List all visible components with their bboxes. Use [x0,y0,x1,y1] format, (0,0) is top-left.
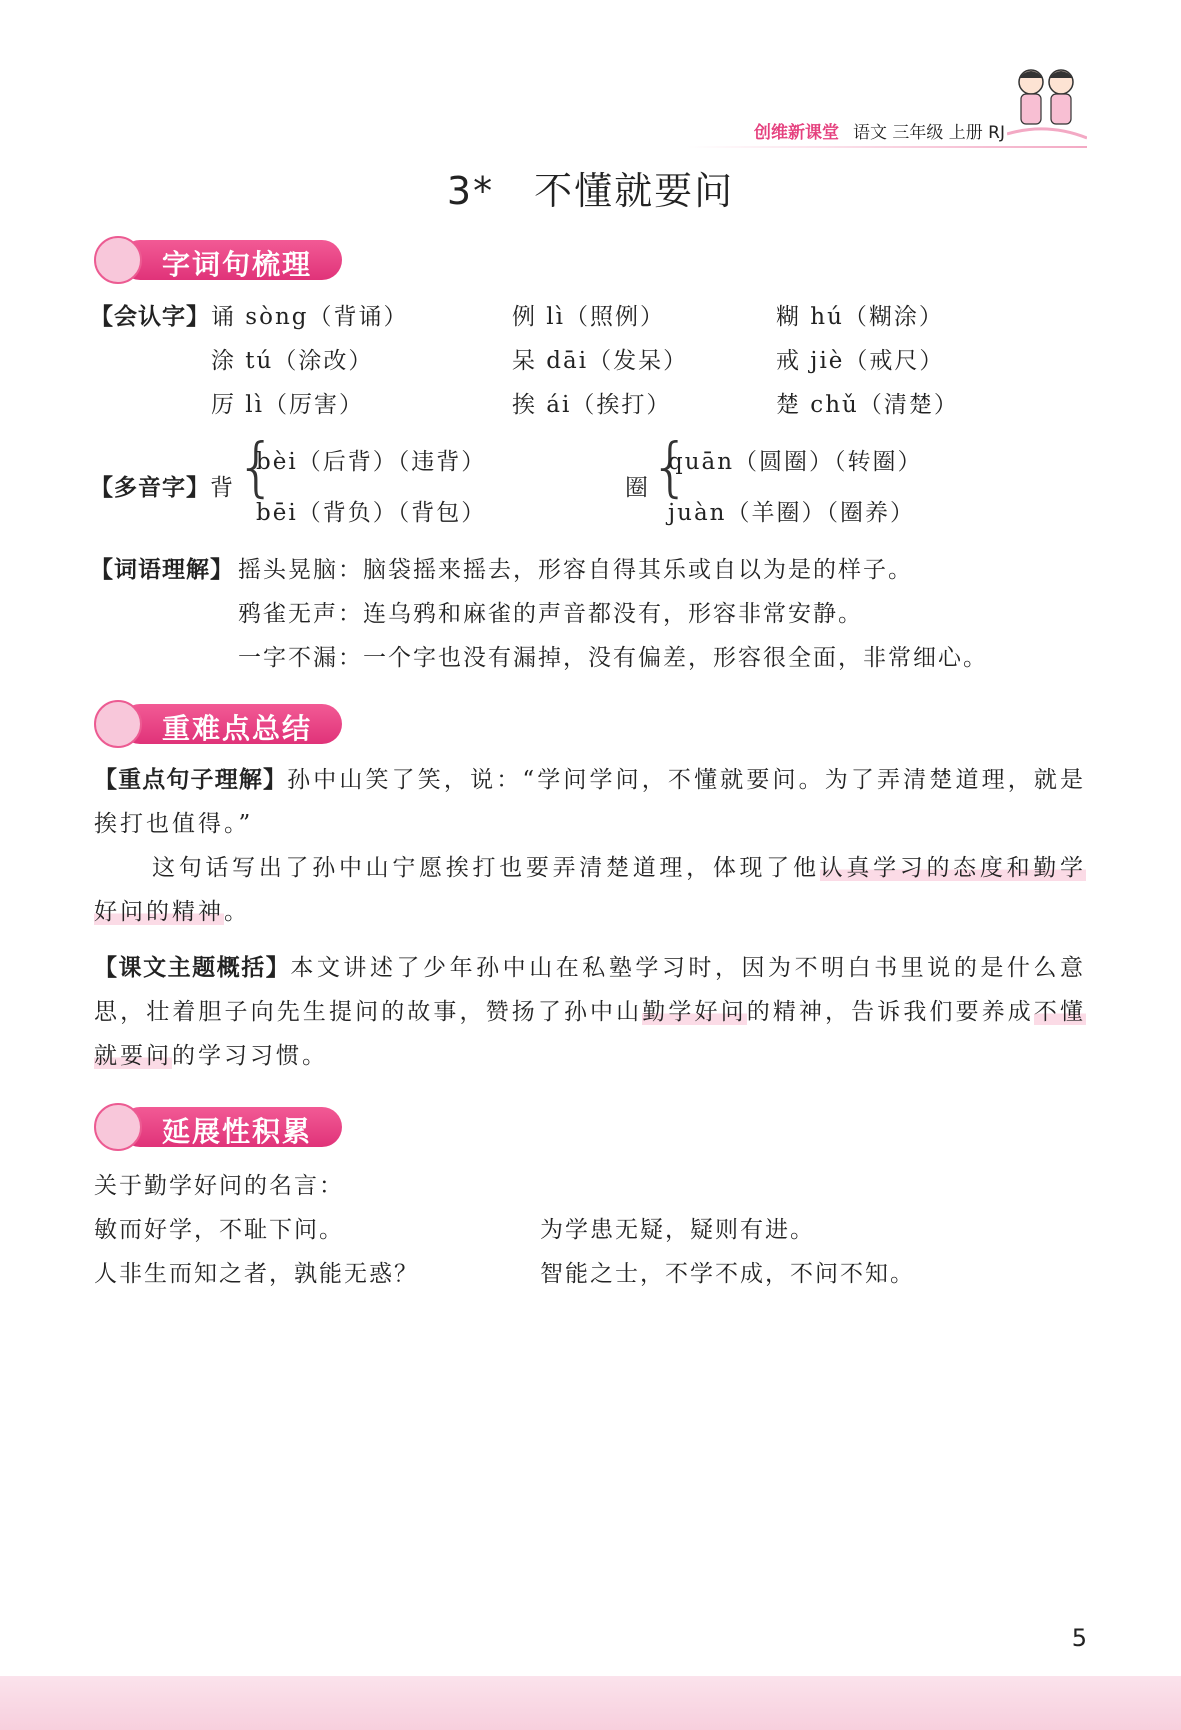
footer-band [0,1676,1181,1730]
mascot-icon [94,236,142,284]
recognize-item: 呆 dāi（发呆） [512,348,689,374]
polyphone-char: 圈 [625,475,650,501]
section-title: 延展性积累 [162,1115,313,1148]
key-sentence-tag: 【重点句子理解】 [94,767,288,793]
recognize-item: 厉 lì（厉害） [211,392,365,418]
quote-item: 为学患无疑，疑则有进。 [540,1217,815,1243]
recognize-item: 楚 chǔ（清楚） [776,392,959,418]
brace-icon: { [236,431,277,505]
quote-item: 人非生而知之者，孰能无惑？ [94,1261,419,1287]
key-sentence-explanation [94,846,1086,934]
word-definition: 一字不漏：一个字也没有漏掉，没有偏差，形容很全面，非常细心。 [238,645,988,671]
theme-tag: 【课文主题概括】 [94,955,291,981]
polyphone-char: 背 [210,475,235,501]
book-mascot-icon [94,700,142,748]
word-definition: 鸦雀无声：连乌鸦和麻雀的声音都没有，形容非常安静。 [238,601,863,627]
key-sentence-quote: 孙中山笑了笑，说：“学问学问，不懂就要问。为了弄清楚道理，就是挨打也值得。” [94,767,1087,837]
quote-item: 智能之士，不学不成，不问不知。 [540,1261,915,1287]
recognize-item: 戒 jiè（戒尺） [776,348,945,374]
header-info: 语文 三年级 上册 RJ [852,123,1005,143]
section-badge-ext [94,1103,344,1151]
explanation-text: 这句话写出了孙中山宁愿挨打也要弄清楚道理，体现了他 [152,855,820,881]
quote-item: 敏而好学，不耻下问。 [94,1217,344,1243]
highlight-text: 不懂就要问 [94,999,1087,1069]
polyphone-reading: bèi（后背）（违背） [256,449,487,475]
page-header [667,64,1087,144]
theme-text: 本文讲述了少年孙中山在私塾学习时，因为不明白书里说的是什么意思，壮着胆子向先生提问的故事，赞扬了孙中山 [94,955,1087,1025]
polyphone-reading: bēi（背负）（背包） [256,500,487,526]
polyphone-tag: 【多音字】 [90,475,210,501]
recognize-item: 糊 hú（糊涂） [776,304,944,330]
recognize-tag: 【会认字】 [90,304,210,330]
quotes-intro: 关于勤学好问的名言： [94,1173,344,1199]
recognize-item: 涂 tú（涂改） [211,348,374,374]
highlight-text: 勤学好问 [642,999,747,1025]
theme-text: 的学习习惯。 [172,1043,328,1069]
section-title: 重难点总结 [162,712,313,745]
highlight-text: 认真学习的态度和勤学好问的精神 [94,855,1087,925]
recognize-item: 挨 ái（挨打） [512,392,672,418]
mascot-icon [94,1103,142,1151]
polyphone-reading: juàn（羊圈）（圈养） [668,500,915,526]
section-badge-key [94,700,344,748]
header-rule [687,146,1087,148]
word-definition: 摇头晃脑：脑袋摇来摇去，形容自得其乐或自以为是的样子。 [238,557,913,583]
section-title: 字词句梳理 [162,248,313,281]
recognize-item: 例 lì（照例） [512,304,666,330]
section-badge-vocab [94,236,344,284]
page-number: 5 [1071,1624,1087,1652]
theme-text: 的精神，告诉我们要养成 [746,999,1034,1025]
explanation-end: 。 [224,899,250,925]
polyphone-reading: quān（圆圈）（转圈） [668,449,923,475]
header-text [754,118,1005,143]
recognize-item: 诵 sòng（背诵） [211,304,409,330]
lesson-title: 3* 不懂就要问 [446,169,735,213]
brace-icon: { [650,431,691,505]
kids-illustration-icon [1007,64,1087,146]
theme-paragraph [94,946,1086,1078]
header-brand: 创维新课堂 [753,123,839,143]
words-tag: 【词语理解】 [90,557,234,583]
key-sentence-paragraph [94,758,1086,846]
